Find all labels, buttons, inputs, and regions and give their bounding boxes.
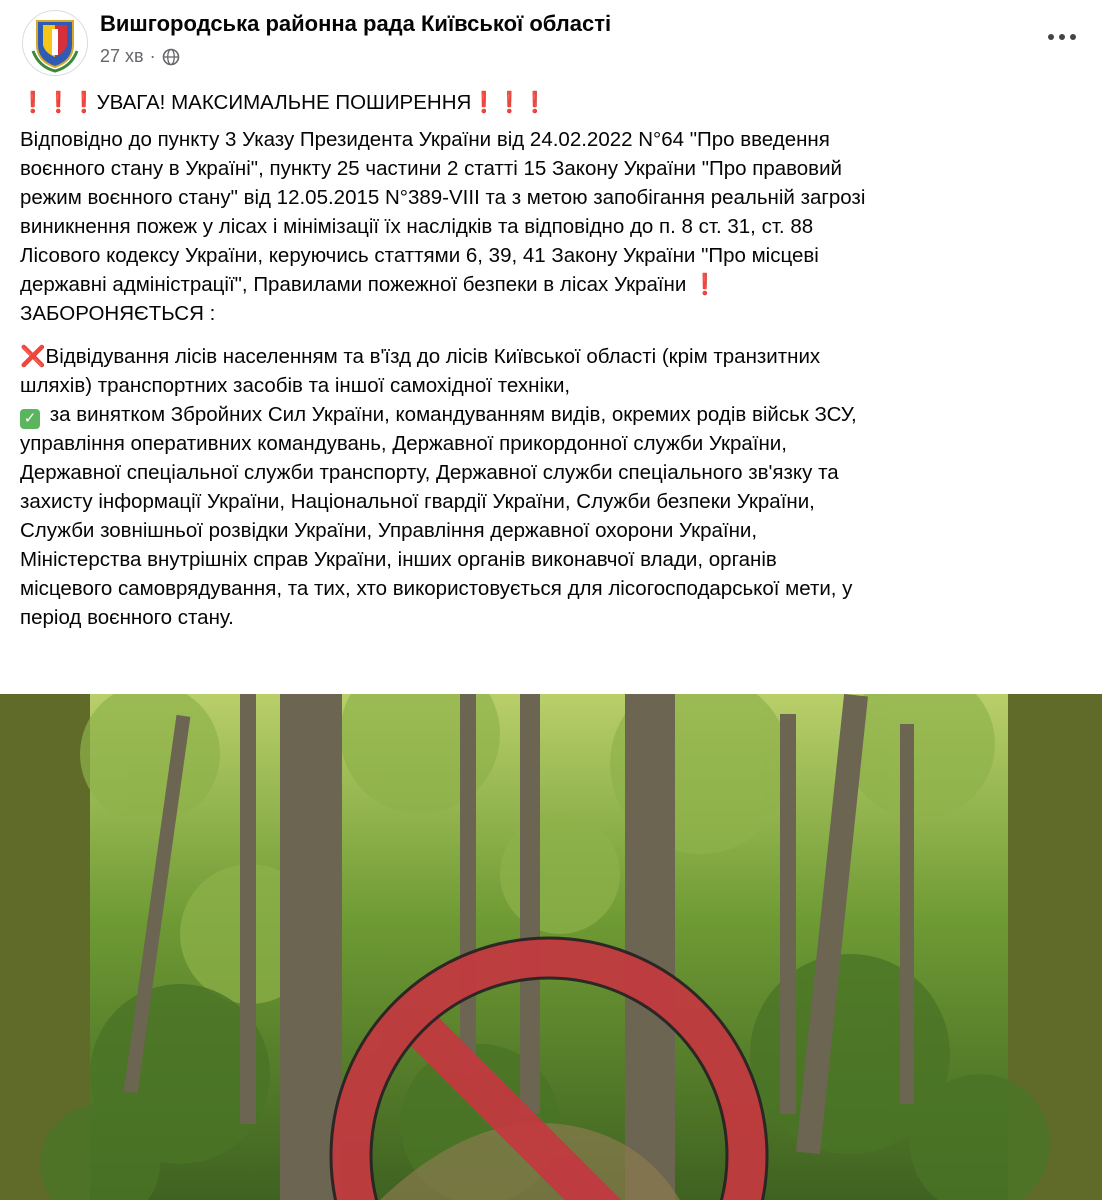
exclamation-icon: ❗ [45, 91, 72, 114]
exclamation-icon: ❗ [496, 91, 523, 114]
text-line [20, 342, 1090, 371]
coat-of-arms-icon [23, 11, 87, 75]
post-header [0, 0, 1102, 90]
text-line: Лісового кодексу України, керуючись статтями 6, 39, 41 Закону України "Про місцеві [20, 244, 819, 267]
text-line: воєнного стану в Україні", пункту 25 частини 2 статті 15 Закону України "Про правовий [20, 157, 842, 180]
exclamation-icon: ❗ [471, 91, 497, 114]
text-line: місцевого самоврядування, та тих, хто використовується для лісогосподарської мети, у [20, 577, 853, 600]
paragraph-gap [20, 328, 1090, 342]
page-avatar[interactable] [22, 10, 88, 76]
cross-mark-icon: ❌ [20, 345, 46, 368]
page-name[interactable]: Вишгородська районна рада Київської області [100, 11, 612, 36]
headline-text: УВАГА! МАКСИМАЛЬНЕ ПОШИРЕННЯ [96, 91, 472, 114]
text-span: державні адміністрації", Правилами пожежної безпеки в лісах України [20, 273, 687, 296]
check-mark-icon: ✓ [20, 409, 40, 429]
text-line: режим воєнного стану" від 12.05.2015 N°389-VIII та з метою запобігання реальній загрозі [20, 186, 866, 209]
post-meta [100, 46, 180, 67]
post-headline [20, 88, 1090, 117]
text-span: Відвідування лісів населенням та в'їзд до лісів Київської області (крім транзитних [45, 345, 821, 368]
more-options-icon[interactable] [1042, 22, 1082, 52]
text-line: Служби зовнішньої розвідки України, Управління державної охорони України, [20, 519, 758, 542]
forest-no-entry-image [0, 694, 1102, 1200]
text-line: виникнення пожеж у лісах і мінімізації їх наслідків та відповідно до п. 8 ст. 31, ст. 88 [20, 215, 814, 238]
meta-separator: · [149, 46, 156, 66]
text-line: період воєнного стану. [20, 606, 234, 629]
exclamation-icon: ❗ [522, 91, 548, 114]
text-line [20, 270, 1090, 299]
text-span: за винятком Збройних Сил України, командуванням видів, окремих родів військ ЗСУ, [49, 403, 857, 426]
text-line: Міністерства внутрішніх справ України, інших органів виконавчої влади, органів [20, 548, 777, 571]
globe-icon[interactable] [162, 48, 180, 66]
text-line: шляхів) транспортних засобів та іншої самохідної техніки, [20, 374, 571, 397]
text-line: Державної спеціальної служби транспорту, Державної служби спеціального зв'язку та [20, 461, 839, 484]
post-time[interactable]: 27 хв [100, 46, 144, 66]
post-image[interactable] [0, 694, 1102, 1200]
exclamation-icon: ❗ [692, 273, 718, 296]
exclamation-icon: ❗ [71, 91, 97, 114]
text-line [20, 400, 1090, 429]
text-line: управління оперативних командувань, Державної прикордонної служби України, [20, 432, 787, 455]
paragraph-prohibition [20, 342, 1090, 632]
paragraph-legal-basis [20, 125, 1090, 328]
text-line: ЗАБОРОНЯЄТЬСЯ : [20, 302, 216, 325]
post-text [20, 88, 1090, 632]
exclamation-icon: ❗ [20, 91, 46, 114]
text-line: Відповідно до пункту 3 Указу Президента України від 24.02.2022 N°64 "Про введення [20, 128, 830, 151]
text-line: захисту інформації України, Національної гвардії України, Служби безпеки України, [20, 490, 815, 513]
